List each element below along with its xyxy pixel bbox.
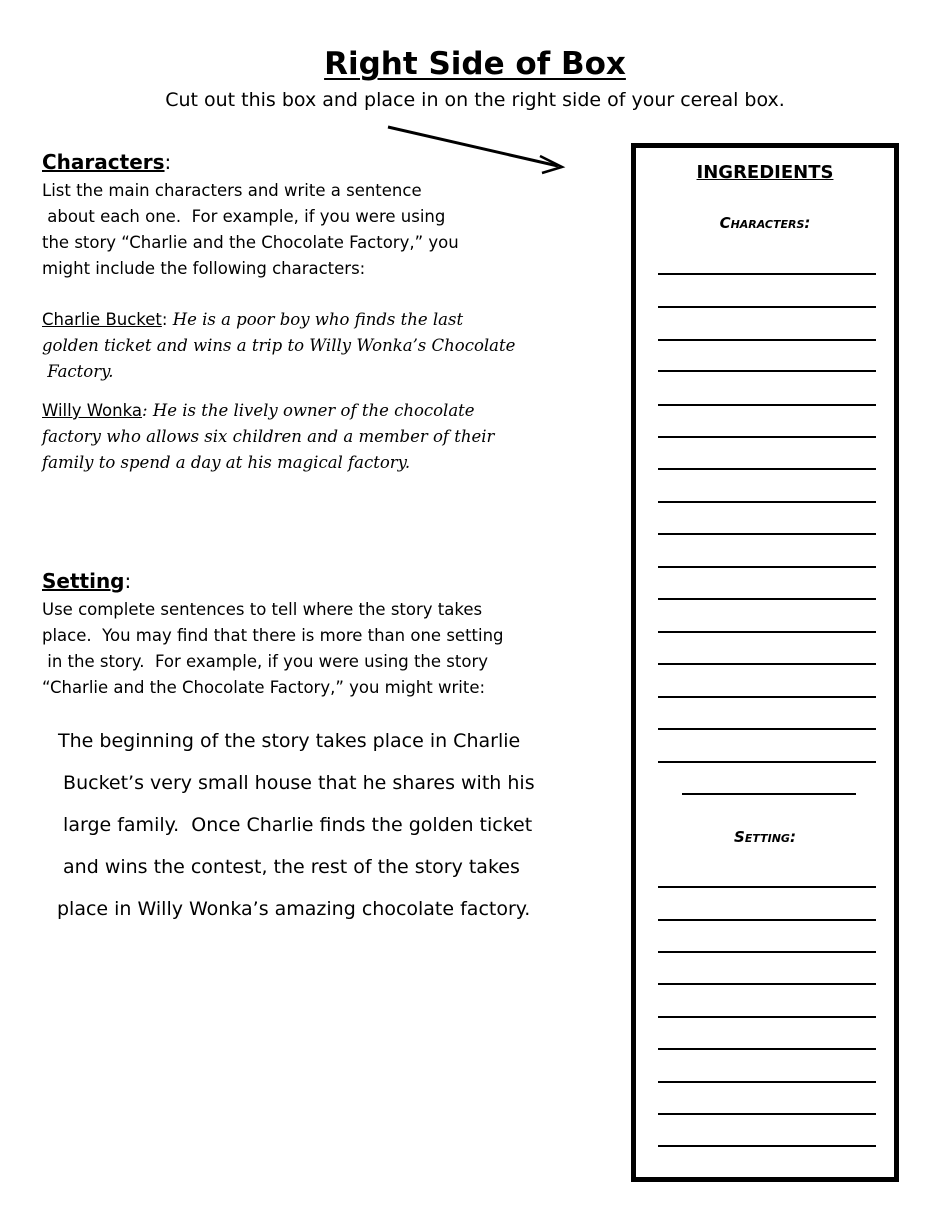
characters-write-line[interactable] <box>658 663 876 665</box>
setting-write-line[interactable] <box>658 1048 876 1050</box>
setting-write-line[interactable] <box>658 1145 876 1147</box>
character-name: Charlie Bucket <box>42 310 162 329</box>
character-description-line: factory who allows six children and a member of their <box>42 427 495 446</box>
setting-write-line[interactable] <box>658 886 876 888</box>
setting-write-line[interactable] <box>658 919 876 921</box>
setting-write-line[interactable] <box>658 983 876 985</box>
characters-write-line[interactable] <box>658 761 876 763</box>
ingredients-heading: INGREDIENTS <box>696 162 834 183</box>
characters-write-line[interactable] <box>658 696 876 698</box>
page-subtitle: Cut out this box and place in on the right side of your cereal box. <box>165 89 785 111</box>
characters-write-line[interactable] <box>658 436 876 438</box>
characters-write-line[interactable] <box>658 339 876 341</box>
setting-instructions-line: “Charlie and the Chocolate Factory,” you might write: <box>42 678 486 697</box>
setting-example-line: large family. Once Charlie finds the golden ticket <box>57 814 533 836</box>
characters-write-line[interactable] <box>658 631 876 633</box>
setting-heading-colon: : <box>124 569 132 593</box>
setting-instructions-line: place. You may find that there is more than one setting <box>42 626 504 645</box>
setting-instructions-line: in the story. For example, if you were using the story <box>42 652 488 671</box>
setting-instructions-line: Use complete sentences to tell where the story takes <box>42 600 483 619</box>
character-description-line: Factory. <box>42 362 114 381</box>
setting-write-line[interactable] <box>658 951 876 953</box>
setting-write-line[interactable] <box>658 1113 876 1115</box>
character-sep: : <box>142 401 153 420</box>
characters-heading-text: Characters <box>42 150 165 174</box>
characters-write-line[interactable] <box>658 306 876 308</box>
character-description-line: family to spend a day at his magical factory. <box>42 453 411 472</box>
character-description-line: He is a poor boy who finds the last <box>172 310 464 329</box>
arrow-icon <box>380 120 570 175</box>
characters-heading <box>42 150 171 174</box>
characters-heading-colon: : <box>164 150 172 174</box>
characters-instructions-line: about each one. For example, if you were using <box>42 207 446 226</box>
character-name: Willy Wonka <box>42 401 142 420</box>
characters-write-line[interactable] <box>658 468 876 470</box>
setting-label: Setting: <box>734 828 796 846</box>
characters-write-line[interactable] <box>658 728 876 730</box>
characters-instructions <box>42 178 459 282</box>
setting-example <box>0 720 590 930</box>
ingredients-box <box>631 143 899 1182</box>
character-example-wonka <box>42 398 494 476</box>
characters-instructions-line: List the main characters and write a sentence <box>42 181 422 200</box>
character-description-line: He is the lively owner of the chocolate <box>152 401 475 420</box>
setting-example-line: Bucket’s very small house that he shares with his <box>57 772 535 794</box>
characters-instructions-line: the story “Charlie and the Chocolate Factory,” you <box>42 233 459 252</box>
characters-write-line[interactable] <box>658 566 876 568</box>
characters-write-line[interactable] <box>658 598 876 600</box>
setting-heading-text: Setting <box>42 569 125 593</box>
characters-write-line[interactable] <box>658 273 876 275</box>
setting-example-line: place in Willy Wonka’s amazing chocolate factory. <box>57 898 531 920</box>
characters-label: Characters: <box>719 214 811 232</box>
page-title-text: Right Side of Box <box>324 46 626 82</box>
characters-write-line[interactable] <box>658 533 876 535</box>
setting-example-line: and wins the contest, the rest of the story takes <box>57 856 520 878</box>
characters-write-line[interactable] <box>658 404 876 406</box>
character-sep: : <box>161 310 173 329</box>
setting-write-line[interactable] <box>658 1016 876 1018</box>
setting-example-line: The beginning of the story takes place in Charlie <box>58 730 521 752</box>
character-description-line: golden ticket and wins a trip to Willy Wonka’s Chocolate <box>42 336 516 355</box>
setting-heading <box>42 569 131 593</box>
characters-instructions-line: might include the following characters: <box>42 259 366 278</box>
characters-write-line[interactable] <box>658 501 876 503</box>
characters-write-line[interactable] <box>682 793 856 795</box>
setting-write-line[interactable] <box>658 1081 876 1083</box>
page-title <box>0 46 950 82</box>
setting-instructions <box>42 597 504 701</box>
character-example-charlie <box>42 307 515 385</box>
characters-write-line[interactable] <box>658 370 876 372</box>
